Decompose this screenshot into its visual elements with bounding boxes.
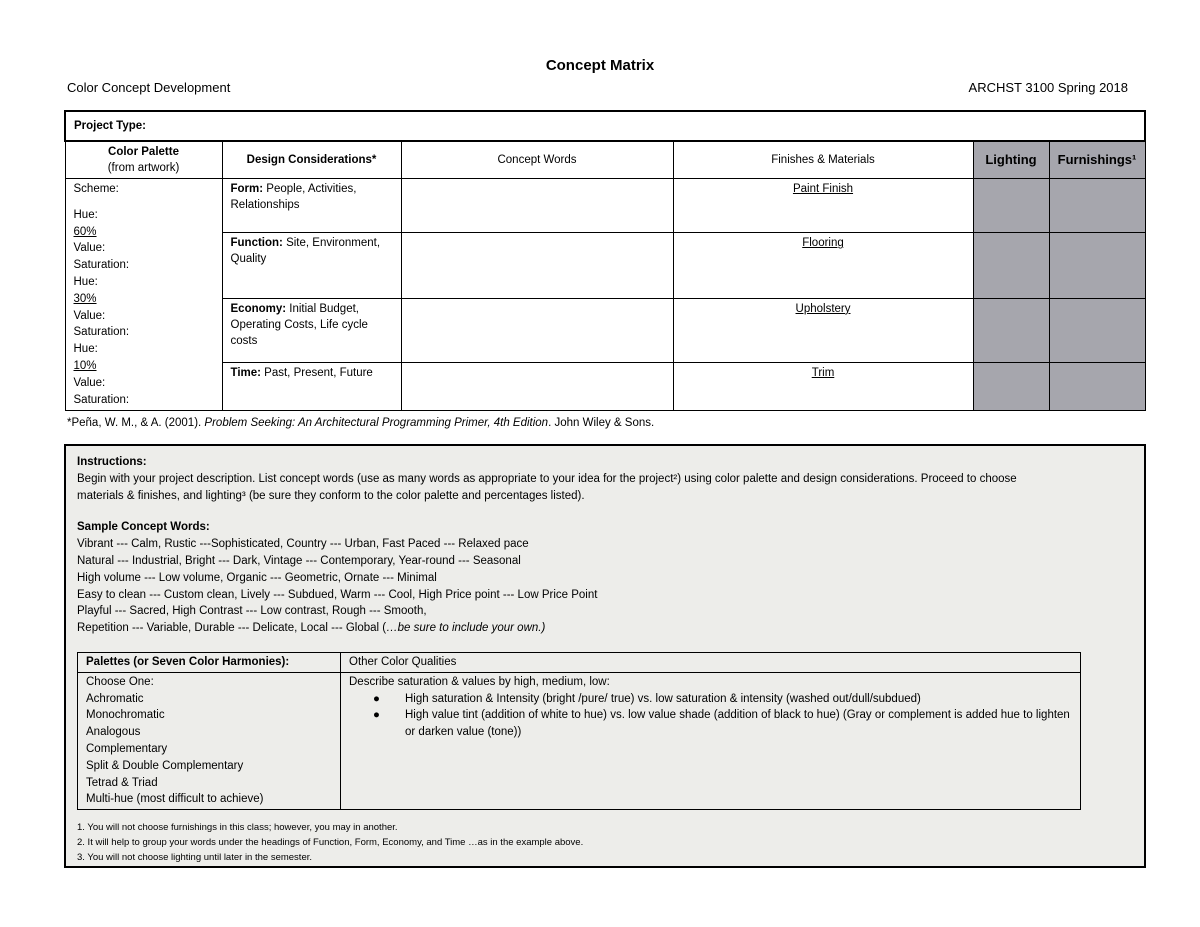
percent-30: 30% [73, 292, 97, 305]
function-label: Function: [230, 237, 283, 250]
citation [67, 417, 654, 429]
palette-header-sub: (from artwork) [107, 162, 180, 174]
qualities-header: Other Color Qualities [341, 653, 1081, 673]
instructions-box [64, 444, 1146, 868]
footnote: 1. You will not choose furnishings in this class; however, you may in another. [77, 822, 398, 833]
list-item: Complementary [86, 742, 168, 755]
bullet-text: High saturation & Intensity (bright /pure/ true) vs. low saturation & intensity (washed out/dull/subdued) [405, 692, 921, 705]
bullet-icon: ● [373, 692, 380, 705]
furnishings-header: Furnishings¹ [1049, 141, 1145, 179]
form-label: Form: [230, 183, 264, 195]
palettes-list [78, 672, 341, 809]
lighting-cell [973, 179, 1049, 233]
list-item: Analogous [86, 726, 141, 739]
design-function-cell [222, 233, 401, 299]
list-item: Multi-hue (most difficult to achieve) [86, 793, 264, 806]
finishes-header: Finishes & Materials [673, 141, 973, 179]
sample-words-line [77, 620, 1134, 637]
list-item: Tetrad & Triad [86, 776, 158, 789]
upholstery-label: Upholstery [795, 302, 851, 315]
finish-cell[interactable] [673, 363, 973, 411]
sample-words-last: Repetition --- Variable, Durable --- Delicate, Local --- Global ( [77, 622, 387, 635]
design-economy-cell [222, 298, 401, 362]
list-item: Split & Double Complementary [86, 759, 244, 772]
concept-header: Concept Words [401, 141, 673, 179]
course-label: ARCHST 3100 Spring 2018 [968, 80, 1128, 95]
bullet-text: High value tint (addition of white to hue) vs. low value shade (addition of black to hue) (Gray or complement is added hue to lighten or darken value (tone)) [405, 709, 1070, 739]
trim-label: Trim [811, 367, 835, 380]
flooring-label: Flooring [802, 237, 844, 250]
saturation-label: Saturation: [73, 393, 130, 406]
value-label: Value: [73, 376, 106, 389]
economy-label: Economy: [230, 302, 287, 315]
value-label: Value: [73, 242, 106, 255]
citation-title: Problem Seeking: An Architectural Programming Primer, 4th Edition [204, 417, 549, 429]
page-title: Concept Matrix [545, 57, 655, 74]
furnishings-cell [1049, 363, 1145, 411]
finish-cell[interactable] [673, 298, 973, 362]
finish-cell[interactable] [673, 233, 973, 299]
project-type-cell[interactable] [65, 111, 1145, 141]
palette-header [65, 141, 222, 179]
economy-text: Initial Budget, Operating Costs, Life cycle costs [230, 302, 368, 347]
bullet-icon: ● [373, 709, 380, 722]
harmonies-table [77, 652, 1081, 810]
percent-60: 60% [73, 225, 97, 238]
palette-header-label: Color Palette [108, 146, 179, 158]
sample-words-line: Playful --- Sacred, High Contrast --- Low contrast, Rough --- Smooth, [77, 605, 427, 618]
sample-words-line: High volume --- Low volume, Organic --- Geometric, Ornate --- Minimal [77, 571, 437, 584]
list-item: Achromatic [86, 692, 144, 705]
form-text: People, Activities, Relationships [230, 183, 357, 211]
citation-post: . John Wiley & Sons. [548, 417, 655, 429]
sample-words-note: …be sure to include your own.) [386, 622, 546, 635]
citation-pre: *Peña, W. M., & A. (2001). [67, 417, 205, 429]
time-text: Past, Present, Future [260, 367, 373, 380]
instructions-heading: Instructions: [77, 456, 147, 468]
qualities-list [341, 672, 1081, 809]
concept-matrix-table [64, 110, 1146, 411]
saturation-label: Saturation: [73, 259, 130, 272]
footnotes [77, 820, 583, 865]
sample-words-heading: Sample Concept Words: [77, 521, 210, 534]
lighting-cell [973, 298, 1049, 362]
scheme-label: Scheme: [73, 183, 119, 195]
instructions-text: Begin with your project description. List concept words (use as many words as appropriate to your idea for the project²) using color palette and design considerations. Proceed to choose [77, 472, 1017, 485]
list-item [349, 691, 1072, 708]
subtitle-left: Color Concept Development [67, 80, 231, 95]
sample-words-line: Easy to clean --- Custom clean, Lively --- Subdued, Warm --- Cool, High Price point --- Low Price Point [77, 588, 598, 601]
sample-words-line: Natural --- Industrial, Bright --- Dark, Vintage --- Contemporary, Year-round --- Seasonal [77, 554, 521, 567]
design-form-cell [222, 179, 401, 233]
saturation-label: Saturation: [73, 326, 130, 339]
instructions-text: materials & finishes, and lighting³ (be sure they conform to the color palette and percentages listed). [77, 489, 585, 502]
furnishings-cell [1049, 179, 1145, 233]
finish-cell[interactable] [673, 179, 973, 233]
value-label: Value: [73, 309, 106, 322]
lighting-cell [973, 233, 1049, 299]
sample-words-line: Vibrant --- Calm, Rustic ---Sophisticated, Country --- Urban, Fast Paced --- Relaxed pace [77, 538, 529, 551]
palettes-header: Palettes (or Seven Color Harmonies): [78, 653, 341, 673]
list-item [349, 707, 1072, 741]
paint-finish-label: Paint Finish [792, 183, 854, 195]
qualities-intro: Describe saturation & values by high, medium, low: [349, 675, 610, 688]
concept-words-cell[interactable] [401, 179, 673, 233]
hue-label: Hue: [73, 275, 98, 288]
project-type-label: Project Type: [74, 120, 146, 132]
lighting-cell [973, 363, 1049, 411]
concept-words-cell[interactable] [401, 233, 673, 299]
concept-words-cell[interactable] [401, 363, 673, 411]
furnishings-cell [1049, 233, 1145, 299]
design-header: Design Considerations* [222, 141, 401, 179]
palette-cell[interactable] [65, 179, 222, 411]
concept-words-cell[interactable] [401, 298, 673, 362]
furnishings-cell [1049, 298, 1145, 362]
footnote: 2. It will help to group your words under the headings of Function, Form, Economy, and Time …as in the example above. [77, 837, 584, 848]
hue-label: Hue: [73, 208, 98, 221]
percent-10: 10% [73, 359, 97, 372]
function-text: Site, Environment, Quality [230, 237, 381, 266]
design-time-cell [222, 363, 401, 411]
list-item: Monochromatic [86, 709, 165, 722]
lighting-header: Lighting [973, 141, 1049, 179]
footnote: 3. You will not choose lighting until later in the semester. [77, 852, 313, 863]
time-label: Time: [230, 367, 261, 380]
hue-label: Hue: [73, 343, 98, 356]
list-item: Choose One: [86, 675, 154, 688]
